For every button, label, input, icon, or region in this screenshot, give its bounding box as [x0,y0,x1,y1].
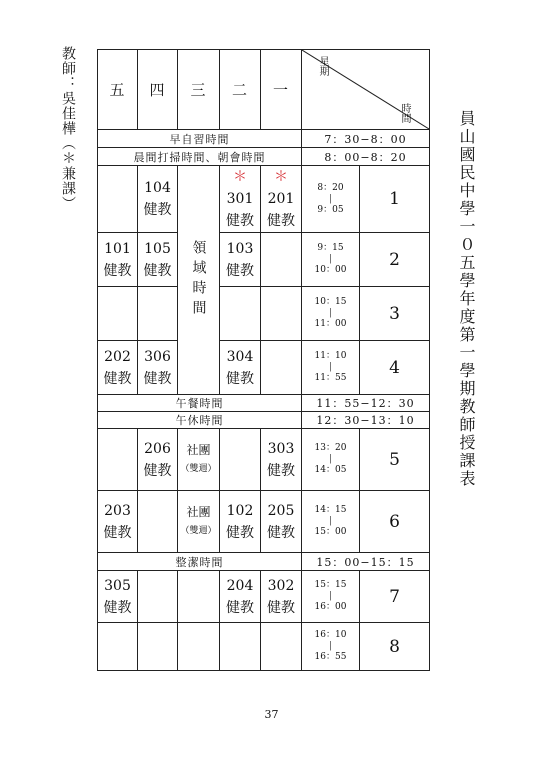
cell-p5-wed-club [178,429,220,491]
cell-p7-mon [261,571,302,623]
class-number: 105 [144,240,171,257]
subject-label: 健教 [143,202,172,218]
corner-time-label: 時間 [399,103,410,123]
slot-start: 13：20 [314,443,347,453]
class-number: 101 [104,240,131,257]
slot-start: 10：15 [314,297,347,307]
day-header-tue: 二 [220,50,261,130]
subject-label: 健教 [226,599,254,616]
cell-p4-thu [138,341,178,395]
period-row [98,287,430,341]
cell-p6-fri [98,491,138,553]
cell-p8-fri [98,623,138,671]
cell-p8-mon [261,623,302,671]
subject-label: 健教 [143,370,172,387]
period-number: 3 [360,287,430,341]
day-header-fri: 五 [98,50,138,130]
class-number: 102 [226,502,254,519]
class-number: 301 [226,191,254,207]
slot-start: 8：20 [317,182,344,193]
subject-label: 健教 [226,213,254,229]
subject-label: 健教 [103,370,132,387]
slot-p7 [302,571,360,623]
subject-label: 健教 [143,262,172,279]
cell-p2-mon [261,233,302,287]
slot-end: 16：00 [314,602,347,612]
subject-label: 健教 [143,462,172,479]
class-number: 201 [267,191,295,207]
band-tidy-time: 15：00−15：15 [302,553,430,571]
cell-p5-mon [261,429,302,491]
cell-lingyu [178,166,220,395]
period-row [98,491,430,553]
club-label: 社團 [186,504,211,519]
club-label: 社團 [186,442,211,457]
class-number: 303 [267,440,295,457]
slot-end: 10：00 [314,265,347,275]
club-weeks: （雙週） [180,525,217,536]
schedule-table [97,49,430,671]
class-number: 203 [104,502,131,519]
cell-p5-tue [220,429,261,491]
subject-label: 健教 [267,462,295,479]
band-lunch-time: 11：55−12：30 [302,395,430,412]
slot-end: 14：05 [314,465,347,475]
corner-day-label: 星期 [317,56,328,76]
club-weeks: （雙週） [180,463,217,474]
period-row [98,623,430,671]
cell-p8-wed [178,623,220,671]
cell-p8-tue [220,623,261,671]
cell-p4-tue [220,341,261,395]
slot-bar: | [328,362,333,372]
slot-end: 9：05 [317,204,344,215]
subject-label: 健教 [226,370,254,387]
period-row [98,166,430,233]
class-number: 205 [267,502,295,519]
band-cleaning-meeting: 晨間打掃時間、朝會時間 [98,148,302,166]
period-row [98,341,430,395]
cell-p6-wed-club [178,491,220,553]
band-tidy: 整潔時間 [98,553,302,571]
period-number: 6 [360,491,430,553]
period-number: 5 [360,429,430,491]
band-row [98,130,430,148]
cell-p5-thu [138,429,178,491]
subject-label: 健教 [226,262,254,279]
slot-p1 [302,166,360,233]
page-number: 37 [264,708,279,721]
day-header-thu: 四 [138,50,178,130]
cell-p5-fri [98,429,138,491]
cell-p3-mon [261,287,302,341]
period-row [98,429,430,491]
subject-label: 健教 [103,599,132,616]
subject-label: 健教 [267,524,295,541]
cell-p6-mon [261,491,302,553]
band-nap-time: 12：30−13：10 [302,412,430,429]
cell-p3-thu [138,287,178,341]
class-number: 306 [144,348,171,365]
subject-label: 健教 [103,262,132,279]
header-row [98,50,430,130]
slot-end: 11：00 [314,319,347,329]
cell-p7-fri [98,571,138,623]
school-title: 員山國民中學一０五學年度第一學期教師授課表 [457,110,476,488]
slot-end: 11：55 [314,373,347,383]
cell-p8-thu [138,623,178,671]
slot-p5 [302,429,360,491]
cell-p3-fri [98,287,138,341]
slot-bar: | [328,254,333,264]
band-row [98,412,430,429]
slot-start: 14：15 [314,505,347,515]
cell-p2-thu [138,233,178,287]
slot-p6 [302,491,360,553]
period-number: 2 [360,233,430,287]
cell-p7-tue [220,571,261,623]
cell-p7-thu [138,571,178,623]
slot-bar: | [328,454,333,464]
slot-p2 [302,233,360,287]
cell-p6-tue [220,491,261,553]
cell-p4-mon [261,341,302,395]
subject-label: 健教 [267,213,295,229]
lingyu-label: 領域時間 [190,240,207,320]
class-number: 206 [144,440,171,457]
period-number: 4 [360,341,430,395]
corner-header [302,50,430,130]
subject-label: 健教 [226,524,254,541]
class-number: 302 [267,577,295,594]
class-number: 104 [144,180,171,196]
period-number: 8 [360,623,430,671]
period-row [98,571,430,623]
slot-p3 [302,287,360,341]
slot-p4 [302,341,360,395]
period-number: 7 [360,571,430,623]
band-row [98,553,430,571]
cell-p3-tue [220,287,261,341]
slot-end: 15：00 [314,527,347,537]
band-morning-study-time: 7：30−8：00 [302,130,430,148]
band-cleaning-meeting-time: 8：00−8：20 [302,148,430,166]
period-row [98,233,430,287]
class-number: 202 [104,348,131,365]
slot-start: 16：10 [314,630,347,640]
day-header-wed: 三 [178,50,220,130]
cell-p2-tue [220,233,261,287]
slot-start: 11：10 [314,351,347,361]
band-nap: 午休時間 [98,412,302,429]
class-number: 103 [226,240,254,257]
part-time-mark: ＊ [233,169,247,185]
slot-bar: | [328,641,333,651]
cell-p1-mon [261,166,302,233]
class-number: 305 [104,577,131,594]
cell-p4-fri [98,341,138,395]
band-row [98,395,430,412]
slot-p8 [302,623,360,671]
cell-p1-tue [220,166,261,233]
class-number: 304 [226,348,254,365]
slot-end: 16：55 [314,652,347,662]
cell-p2-fri [98,233,138,287]
slot-start: 9：15 [317,243,344,253]
teacher-label: 教師：吳佳樺（＊兼課） [60,46,76,211]
cell-p1-fri [98,166,138,233]
day-header-mon: 一 [261,50,302,130]
band-lunch: 午餐時間 [98,395,302,412]
cell-p7-wed [178,571,220,623]
part-time-mark: ＊ [274,169,288,185]
band-row [98,148,430,166]
slot-bar: | [328,591,333,601]
subject-label: 健教 [267,599,295,616]
slot-start: 15：15 [314,580,347,590]
band-morning-study: 早自習時間 [98,130,302,148]
slot-bar: | [328,516,333,526]
subject-label: 健教 [103,524,132,541]
period-number: 1 [360,166,430,233]
class-number: 204 [226,577,254,594]
slot-bar: | [328,308,333,318]
cell-p1-thu [138,166,178,233]
slot-bar: | [328,193,333,204]
cell-p6-thu [138,491,178,553]
